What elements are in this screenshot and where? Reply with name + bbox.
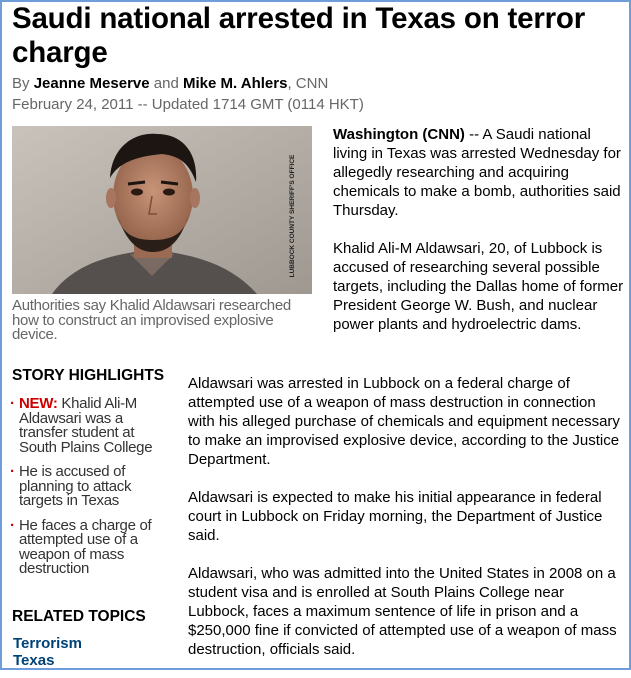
body-paragraph: Aldawsari, who was admitted into the United States in 2008 on a student visa and is enrolled at South Plains College near Lubbock, faces a maximum sentence of life in prison and a $250,000 fine if convicted of attempted use of a weapon of mass destruction, officials said. <box>188 565 617 658</box>
topic-link-terrorism[interactable]: Terrorism <box>13 635 82 652</box>
highlight-item <box>10 516 172 577</box>
body-paragraph: Aldawsari was arrested in Lubbock on a federal charge of attempted use of a weapon of mass destruction in connection with his alleged purchase of chemicals and equipment necessary to make an improvised explosive device, according to the Justice Department. <box>188 375 620 468</box>
lead-text: -- A Saudi national living in Texas was arrested Wednesday for allegedly researching and acquiring chemicals to make a bomb, authorities said Thursday. <box>333 126 621 219</box>
topic-link-texas[interactable]: Texas <box>13 652 55 669</box>
related-topics-title: RELATED TOPICS <box>12 608 146 625</box>
highlight-text: He is accused of planning to attack targets in Texas <box>19 463 132 509</box>
article-photo <box>12 126 312 294</box>
mugshot-image <box>12 126 312 294</box>
lead-paragraph: Khalid Ali-M Aldawsari, 20, of Lubbock is accused of researching several possible targets, including the Dallas home of former President George W. Bush, and nuclear power plants and hydroelectric dams. <box>333 240 624 333</box>
lead-paragraphs <box>333 125 625 353</box>
byline-source: , CNN <box>287 75 329 92</box>
author-name[interactable]: Mike M. Ahlers <box>182 75 288 92</box>
article-headline: Saudi national arrested in Texas on terror charge <box>12 2 586 69</box>
byline-conj: and <box>153 75 179 92</box>
highlight-item <box>10 397 172 455</box>
highlight-item <box>10 465 172 509</box>
dateline-location: Washington (CNN) <box>333 126 465 143</box>
byline-prefix: By <box>12 75 30 92</box>
author-name[interactable]: Jeanne Meserve <box>33 75 150 92</box>
article-dateline: February 24, 2011 -- Updated 1714 GMT (0114 HKT) <box>12 96 364 113</box>
highlight-text: He faces a charge of attempted use of a weapon of mass destruction <box>19 516 152 577</box>
story-highlights-title: STORY HIGHLIGHTS <box>12 367 165 384</box>
bullet-icon: · <box>10 395 15 412</box>
body-paragraph: Aldawsari is expected to make his initial appearance in federal court in Lubbock on Friday morning, the Department of Justice said. <box>188 489 603 544</box>
article-body <box>188 374 623 678</box>
bullet-icon: · <box>10 516 15 534</box>
bullet-icon: · <box>10 463 15 480</box>
photo-credit: LUBBOCK COUNTY SHERIFF'S OFFICE <box>289 154 296 278</box>
new-badge: NEW: <box>19 395 58 412</box>
photo-caption: Authorities say Khalid Aldawsari researched how to construct an improvised explosive device. <box>12 297 291 343</box>
lead-paragraph <box>333 125 625 220</box>
story-highlights-list <box>10 397 172 587</box>
byline <box>12 75 328 92</box>
highlight-text: Khalid Ali-M Aldawsari was a transfer student at South Plains College <box>19 395 153 456</box>
